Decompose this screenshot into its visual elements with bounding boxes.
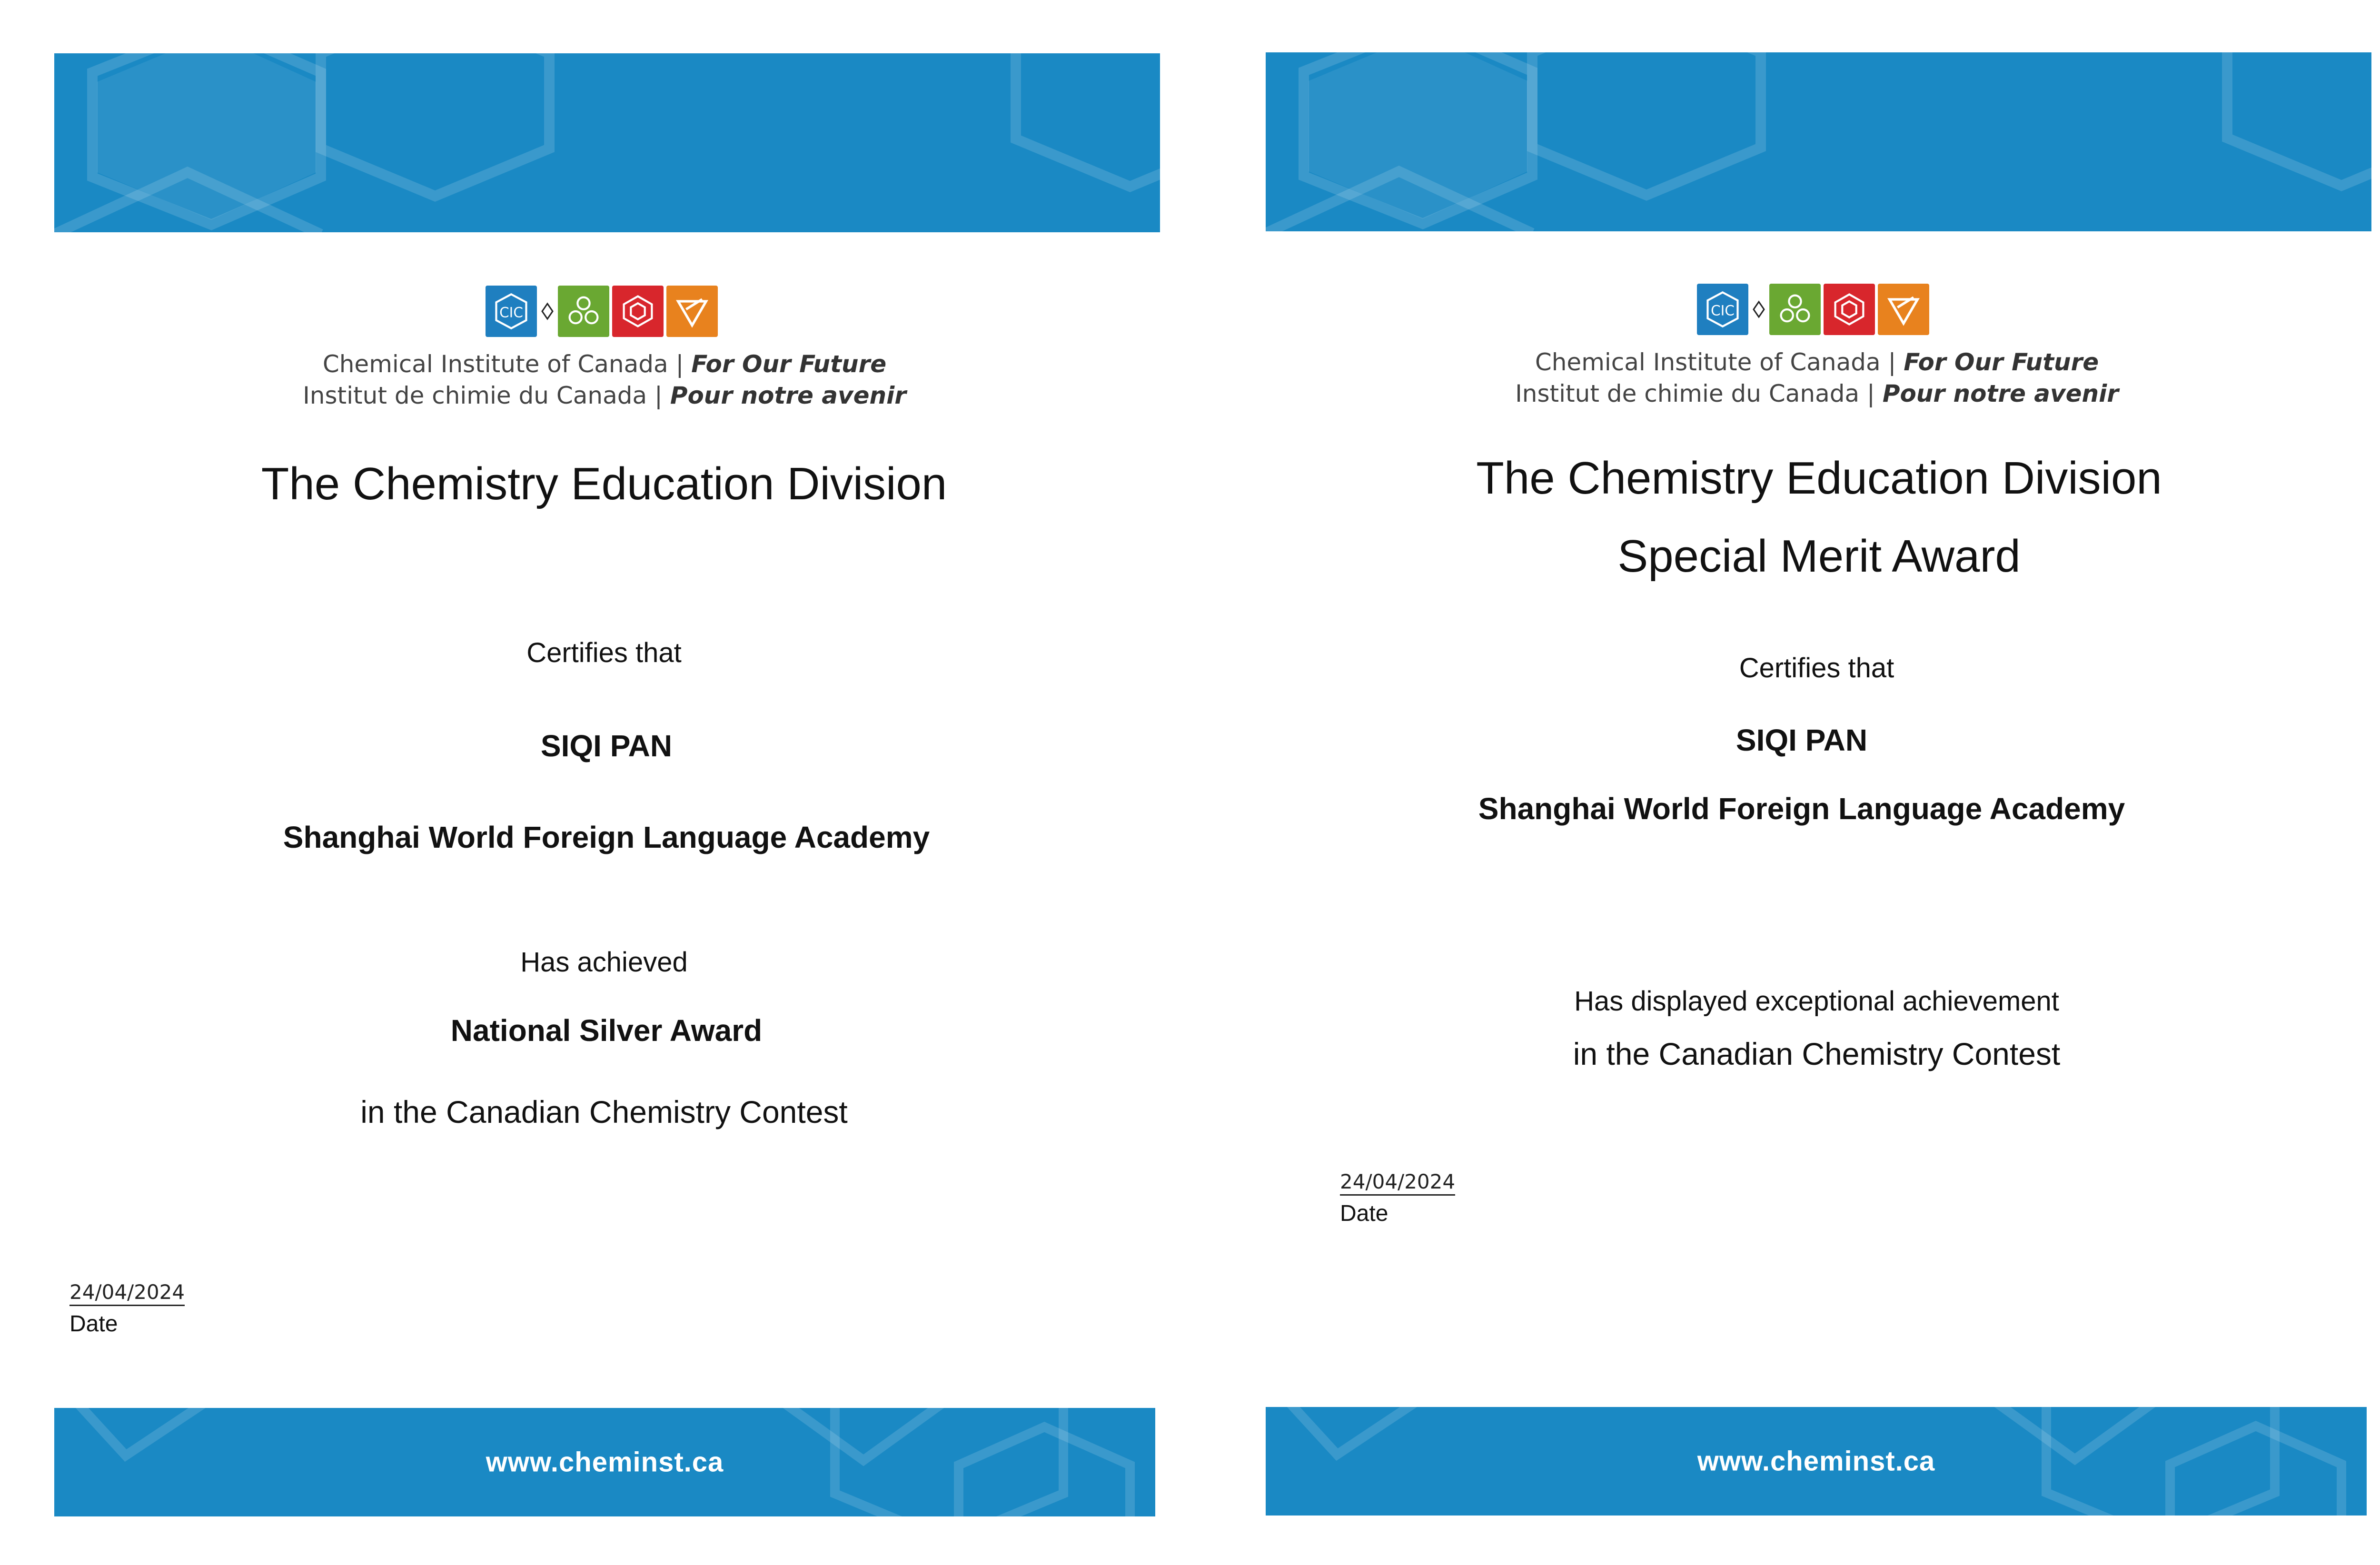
cic-logo xyxy=(486,285,718,338)
svg-text:CIC: CIC xyxy=(1711,302,1735,319)
date-value: 24/04/2024 xyxy=(69,1280,185,1306)
date-label: Date xyxy=(1340,1201,1388,1226)
achievement-text: Has displayed exceptional achievement xyxy=(1574,986,2059,1017)
org-name-en: Chemical Institute of Canada xyxy=(322,350,668,378)
date-value: 24/04/2024 xyxy=(1340,1170,1455,1196)
website-link[interactable]: www.cheminst.ca xyxy=(1697,1446,1935,1477)
tagline-fr: Pour notre avenir xyxy=(1882,380,2119,407)
recipient-name: SIQI PAN xyxy=(540,729,673,763)
divider: | xyxy=(675,350,684,378)
cic-icon xyxy=(1697,284,1748,335)
website-link[interactable]: www.cheminst.ca xyxy=(486,1446,724,1478)
school-name: Shanghai World Foreign Language Academy xyxy=(283,820,930,854)
division-title: The Chemistry Education Division xyxy=(1476,453,2162,504)
org-name xyxy=(1507,347,2126,409)
divider: | xyxy=(1888,348,1896,376)
date-label: Date xyxy=(69,1311,118,1337)
org-name-fr: Institut de chimie du Canada xyxy=(1515,380,1860,407)
cstc-icon xyxy=(666,286,718,337)
footer-banner xyxy=(1266,1407,2367,1515)
recipient-name: SIQI PAN xyxy=(1735,723,1868,757)
tagline-en: For Our Future xyxy=(1904,348,2099,376)
date-block xyxy=(1340,1170,1455,1227)
cic-logo xyxy=(1697,283,1929,336)
ccce-icon xyxy=(558,286,609,337)
cstc-icon xyxy=(1878,284,1929,335)
svg-text:CIC: CIC xyxy=(499,304,523,321)
org-name-en: Chemical Institute of Canada xyxy=(1535,348,1881,376)
division-title: The Chemistry Education Division xyxy=(261,458,947,509)
org-name xyxy=(295,348,914,411)
contest-text: in the Canadian Chemistry Contest xyxy=(1573,1036,2061,1071)
footer-banner xyxy=(54,1408,1155,1516)
award-title: Special Merit Award xyxy=(1617,531,2021,582)
diamond-icon xyxy=(537,302,558,321)
date-block xyxy=(69,1280,185,1337)
tagline-fr: Pour notre avenir xyxy=(670,382,906,409)
cic-icon xyxy=(486,286,537,337)
tagline-en: For Our Future xyxy=(691,350,887,378)
ccce-icon xyxy=(1769,284,1821,335)
school-name: Shanghai World Foreign Language Academy xyxy=(1478,792,2125,826)
diamond-icon xyxy=(1748,300,1769,319)
achieved-text: Has achieved xyxy=(520,947,688,978)
top-banner xyxy=(1266,52,2371,231)
certificate-special-merit xyxy=(1208,0,2380,1565)
csche-icon xyxy=(612,286,664,337)
certifies-text: Certifies that xyxy=(1739,653,1894,683)
org-name-fr: Institut de chimie du Canada xyxy=(303,382,647,409)
certifies-text: Certifies that xyxy=(526,637,682,668)
divider: | xyxy=(1867,380,1875,407)
divider: | xyxy=(654,382,663,409)
csche-icon xyxy=(1824,284,1875,335)
top-banner xyxy=(54,53,1160,232)
contest-text: in the Canadian Chemistry Contest xyxy=(360,1094,848,1129)
award-name: National Silver Award xyxy=(450,1013,763,1048)
